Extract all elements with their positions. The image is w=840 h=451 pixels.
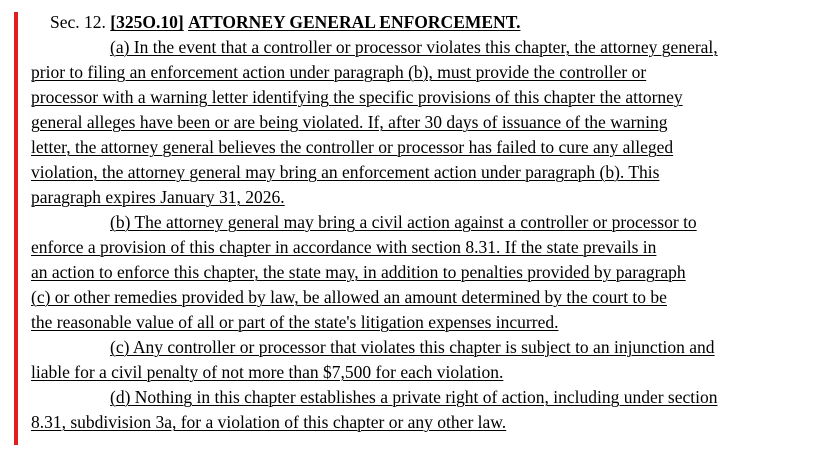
paragraph-line: [31, 360, 821, 385]
section-citation: [325O.10]: [110, 12, 184, 32]
paragraph-text: violation, the attorney general may bring an enforcement action under paragraph (b). This: [31, 162, 660, 182]
paragraph-text: enforce a provision of this chapter in accordance with section 8.31. If the state prevails in: [31, 237, 657, 257]
paragraph-line: [31, 160, 821, 185]
paragraph-line: [31, 185, 821, 210]
paragraph-text: an action to enforce this chapter, the state may, in addition to penalties provided by paragraph: [31, 262, 686, 282]
paragraph-line: [31, 235, 821, 260]
paragraph-text: paragraph expires January 31, 2026.: [31, 187, 285, 207]
paragraph-text: the reasonable value of all or part of the state's litigation expenses incurred.: [31, 312, 559, 332]
paragraph-text: general alleges have been or are being violated. If, after 30 days of issuance of the warning: [31, 112, 668, 132]
paragraph-b: [31, 210, 821, 335]
paragraph-a: [31, 35, 821, 210]
change-bar: [14, 12, 18, 445]
paragraph-line: [31, 260, 821, 285]
paragraph-line: [31, 335, 821, 360]
paragraph-c: [31, 335, 821, 385]
section-heading: ATTORNEY GENERAL ENFORCEMENT.: [188, 12, 521, 32]
paragraph-text: (c) Any controller or processor that violates this chapter is subject to an injunction and: [110, 337, 715, 357]
paragraph-text: letter, the attorney general believes the controller or processor has failed to cure any alleged: [31, 137, 674, 157]
paragraph-d: [31, 385, 821, 435]
section-prefix: Sec. 12.: [50, 12, 106, 32]
paragraph-line: [31, 310, 821, 335]
paragraph-text: prior to filing an enforcement action under paragraph (b), must provide the controller or: [31, 62, 647, 82]
paragraph-text: (d) Nothing in this chapter establishes a private right of action, including under section: [110, 387, 718, 407]
paragraph-line: [31, 85, 821, 110]
paragraph-line: [31, 135, 821, 160]
paragraph-text: (a) In the event that a controller or processor violates this chapter, the attorney general,: [110, 37, 718, 57]
paragraph-line: [31, 35, 821, 60]
statute-section: [31, 10, 821, 435]
paragraph-line: [31, 385, 821, 410]
paragraph-text: (b) The attorney general may bring a civil action against a controller or processor to: [110, 212, 697, 232]
paragraph-text: processor with a warning letter identifying the specific provisions of this chapter the attorney: [31, 87, 683, 107]
paragraph-line: [31, 60, 821, 85]
paragraph-line: [31, 110, 821, 135]
section-heading-line: [31, 10, 821, 35]
paragraph-text: 8.31, subdivision 3a, for a violation of this chapter or any other law.: [31, 412, 507, 432]
paragraph-line: [31, 285, 821, 310]
paragraph-line: [31, 410, 821, 435]
paragraph-text: liable for a civil penalty of not more than $7,500 for each violation.: [31, 362, 504, 382]
paragraph-text: (c) or other remedies provided by law, be allowed an amount determined by the court to be: [31, 287, 667, 307]
paragraph-line: [31, 210, 821, 235]
